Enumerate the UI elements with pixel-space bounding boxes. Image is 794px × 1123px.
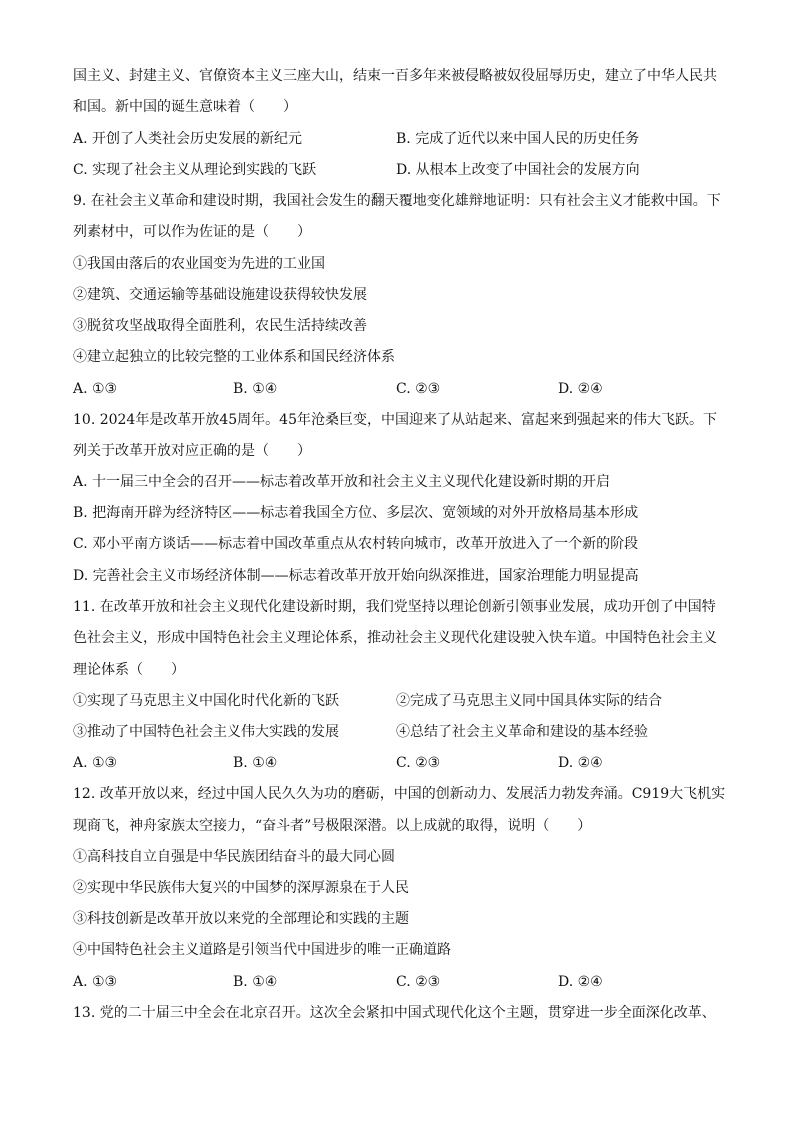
q10-option-b: B. 把海南开辟为经济特区——标志着我国全方位、多层次、宽领域的对外开放格局基本形成 (73, 505, 639, 521)
q8-option-d: D. 从根本上改变了中国社会的发展方向 (396, 162, 640, 178)
q12-stem-line-2: 现商飞，神舟家族太空接力，“奋斗者”号极限深潜。以上成就的取得，说明（ ） (73, 818, 592, 834)
q12-option-b: B. ①④ (233, 974, 278, 990)
q10-option-c: C. 邓小平南方谈话——标志着中国改革重点从农村转向城市，改革开放进入了一个新的阶段 (73, 536, 639, 552)
q8-stem-line-1: 国主义、封建主义、官僚资本主义三座大山，结束一百多年来被侵略被奴役屈辱历史，建立了中华人民共 (73, 68, 717, 84)
q12-option-d: D. ②④ (558, 974, 603, 990)
q11-item-1: ①实现了马克思主义中国化时代化新的飞跃 (73, 693, 339, 709)
q12-item-3: ③科技创新是改革开放以来党的全部理论和实践的主题 (73, 911, 409, 927)
q9-stem-line-1: 9. 在社会主义革命和建设时期，我国社会发生的翻天覆地变化雄辩地证明：只有社会主义才能救中国。下 (73, 193, 721, 209)
q9-option-a: A. ①③ (73, 381, 118, 397)
q8-stem-line-2: 和国。新中国的诞生意味着（ ） (73, 99, 297, 115)
q11-option-d: D. ②④ (558, 755, 603, 771)
q9-item-2: ②建筑、交通运输等基础设施建设获得较快发展 (73, 287, 367, 303)
q9-item-1: ①我国由落后的农业国变为先进的工业国 (73, 256, 325, 272)
q10-stem-line-1: 10. 2024年是改革开放45周年。45年沧桑巨变，中国迎来了从站起来、富起来到强起来的伟大飞跃。下 (73, 412, 717, 428)
q11-stem-line-1: 11. 在改革开放和社会主义现代化建设新时期，我们党坚持以理论创新引领事业发展，成功开创了中国特 (73, 599, 716, 615)
q9-option-b: B. ①④ (233, 381, 278, 397)
q8-option-b: B. 完成了近代以来中国人民的历史任务 (396, 131, 640, 147)
q12-option-a: A. ①③ (73, 974, 118, 990)
q9-item-3: ③脱贫攻坚战取得全面胜利，农民生活持续改善 (73, 318, 367, 334)
q9-option-d: D. ②④ (558, 381, 603, 397)
q10-option-d: D. 完善社会主义市场经济体制——标志着改革开放开始向纵深推进，国家治理能力明显提高 (73, 568, 639, 584)
q11-option-a: A. ①③ (73, 755, 118, 771)
q9-stem-line-2: 列素材中，可以作为佐证的是（ ） (73, 224, 311, 240)
q11-stem-line-2: 色社会主义，形成中国特色社会主义理论体系，推动社会主义现代化建设驶入快车道。中国特色社会主义 (73, 630, 717, 646)
q11-item-2: ②完成了马克思主义同中国具体实际的结合 (396, 693, 662, 709)
q12-item-4: ④中国特色社会主义道路是引领当代中国进步的唯一正确道路 (73, 942, 451, 958)
q11-stem-line-3: 理论体系（ ） (73, 662, 185, 678)
q11-item-4: ④总结了社会主义革命和建设的基本经验 (396, 724, 648, 740)
q12-item-2: ②实现中华民族伟大复兴的中国梦的深厚源泉在于人民 (73, 880, 409, 896)
q11-option-c: C. ②③ (396, 755, 441, 771)
q10-option-a: A. 十一届三中全会的召开——标志着改革开放和社会主义主义现代化建设新时期的开启 (73, 474, 611, 490)
q12-stem-line-1: 12. 改革开放以来，经过中国人民久久为功的磨砺，中国的创新动力、发展活力勃发奔涌。C919大飞机实 (73, 786, 726, 802)
q8-option-a: A. 开创了人类社会历史发展的新纪元 (73, 131, 303, 147)
q9-option-c: C. ②③ (396, 381, 441, 397)
q11-item-3: ③推动了中国特色社会主义伟大实践的发展 (73, 724, 339, 740)
q10-stem-line-2: 列关于改革开放对应正确的是（ ） (73, 443, 311, 459)
q13-stem-line-1: 13. 党的二十届三中全会在北京召开。这次全会紧扣中国式现代化这个主题，贯穿进一步全面深化改革、 (73, 1005, 716, 1021)
q12-item-1: ①高科技自立自强是中华民族团结奋斗的最大同心圆 (73, 849, 395, 865)
q9-item-4: ④建立起独立的比较完整的工业体系和国民经济体系 (73, 349, 395, 365)
q8-option-c: C. 实现了社会主义从理论到实践的飞跃 (73, 162, 317, 178)
q12-option-c: C. ②③ (396, 974, 441, 990)
q11-option-b: B. ①④ (233, 755, 278, 771)
